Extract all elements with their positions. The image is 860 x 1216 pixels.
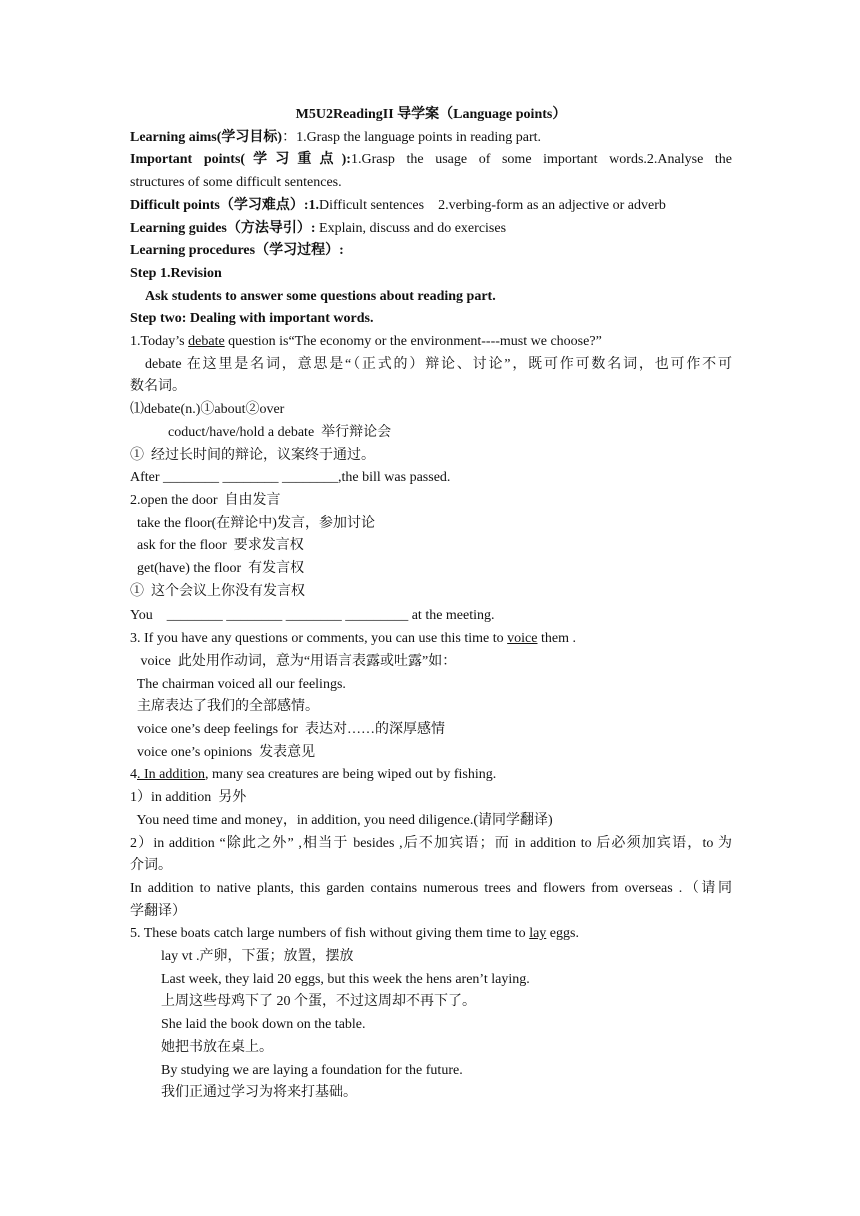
item4-keyword: . In addition bbox=[137, 767, 206, 783]
item4-number: 4 bbox=[130, 767, 137, 783]
item1-explanation: debate 在这里是名词，意思是“（正式的）辩论、讨论”，既可作可数名词，也可作不可 bbox=[145, 356, 732, 372]
item5-line: Last week, they laid 20 eggs, but this week the hens aren’t laying. bbox=[161, 971, 530, 987]
document-body bbox=[130, 104, 732, 1105]
item1-phrase: coduct/have/hold a debate 举行辩论会 bbox=[168, 424, 392, 440]
item1-exercise: ① 经过长时间的辩论，议案终于通过。 bbox=[130, 447, 375, 463]
item3-line: voice one’s opinions 发表意见 bbox=[130, 744, 316, 760]
item5-post: eggs. bbox=[546, 926, 579, 942]
item2-line: 2.open the door 自由发言 bbox=[130, 492, 281, 508]
item5-line: By studying we are laying a foundation for the future. bbox=[161, 1062, 463, 1078]
item5-keyword: lay bbox=[529, 926, 547, 942]
item1-keyword: debate bbox=[188, 334, 225, 350]
learning-aims bbox=[130, 127, 732, 150]
item2-line: take the floor(在辩论中)发言，参加讨论 bbox=[130, 515, 375, 531]
item5-sentence bbox=[130, 923, 732, 946]
item3-post: them . bbox=[537, 631, 576, 647]
step2-heading: Step two: Dealing with important words. bbox=[130, 311, 374, 327]
step1-heading: Step 1.Revision bbox=[130, 265, 222, 281]
item2-line: ask for the floor 要求发言权 bbox=[130, 538, 304, 554]
item4-sub1: 1）in addition 另外 bbox=[130, 790, 247, 806]
item3-keyword: voice bbox=[507, 631, 538, 647]
item1-sentence bbox=[130, 331, 732, 354]
item4-sentence bbox=[130, 764, 732, 787]
item4-sub2-cont: 介词。 bbox=[130, 858, 172, 874]
learning-procedures: Learning procedures（学习过程）: bbox=[130, 243, 344, 259]
item3-line: voice one’s deep feelings for 表达对……的深厚感情 bbox=[130, 721, 445, 737]
learning-guides-text: Explain, discuss and do exercises bbox=[315, 220, 507, 236]
item2-line: get(have) the floor 有发言权 bbox=[130, 561, 305, 577]
item1-blank-sentence: After ________ ________ ________,the bill was passed. bbox=[130, 470, 451, 486]
item5-pre: 5. These boats catch large numbers of fish without giving them time to bbox=[130, 926, 530, 942]
item2-blank-sentence: You ________ ________ ________ _________ at the meeting. bbox=[130, 608, 495, 624]
important-points-text: 1.Grasp the usage of some important words.2.Analyse the bbox=[350, 152, 732, 168]
item4-sub2-example: In addition to native plants, this garden contains numerous trees and flowers from overseas .（请同 bbox=[130, 880, 732, 896]
step1-text: Ask students to answer some questions about reading part. bbox=[145, 288, 496, 304]
item5-line: She laid the book down on the table. bbox=[161, 1017, 366, 1033]
learning-guides bbox=[130, 218, 732, 241]
item5-line: lay vt .产卵，下蛋；放置，摆放 bbox=[161, 949, 354, 965]
item3-line: The chairman voiced all our feelings. bbox=[130, 676, 346, 692]
item1-explanation-cont: 数名词。 bbox=[130, 379, 186, 395]
important-points bbox=[130, 149, 732, 172]
important-points-label: Important points(学习重点): bbox=[130, 152, 351, 168]
item5-line: 我们正通过学习为将来打基础。 bbox=[161, 1085, 357, 1101]
item5-line: 她把书放在桌上。 bbox=[161, 1039, 273, 1055]
item2-exercise: ① 这个会议上你没有发言权 bbox=[130, 583, 305, 599]
difficult-points-text: Difficult sentences 2.verbing-form as an adjective or adverb bbox=[319, 197, 666, 213]
learning-guides-label: Learning guides（方法导引）: bbox=[130, 220, 316, 236]
learning-aims-text: 1.Grasp the language points in reading part. bbox=[296, 129, 541, 145]
item1-post: question is“The economy or the environment----must we choose?” bbox=[224, 334, 602, 350]
important-points-cont: structures of some difficult sentences. bbox=[130, 175, 342, 191]
item1-pre: 1.Today’s bbox=[130, 334, 189, 350]
item4-sub2-example-cont: 学翻译） bbox=[130, 903, 186, 919]
page-title: M5U2ReadingII 导学案（Language points） bbox=[295, 107, 567, 122]
item3-pre: 3. If you have any questions or comments, you can use this time to bbox=[130, 631, 508, 647]
item4-sub1-example: You need time and money，in addition, you need diligence.(请同学翻译) bbox=[130, 812, 553, 828]
item1-usage: ⑴debate(n.)①about②over bbox=[130, 402, 285, 418]
learning-aims-separator: ： bbox=[282, 129, 297, 145]
item5-line: 上周这些母鸡下了 20 个蛋，不过这周却不再下了。 bbox=[161, 994, 476, 1010]
item3-line: voice 此处用作动词，意为“用语言表露或吐露”如： bbox=[130, 653, 457, 669]
difficult-points-label: Difficult points（学习难点）:1. bbox=[130, 197, 319, 213]
item4-sub2: 2）in addition “除此之外” ,相当于 besides ,后不加宾语；而 in addition to 后必须加宾语，to 为 bbox=[130, 835, 732, 851]
difficult-points bbox=[130, 195, 732, 218]
item4-post: , many sea creatures are being wiped out by fishing. bbox=[205, 767, 497, 783]
item3-sentence bbox=[130, 628, 732, 651]
item3-line: 主席表达了我们的全部感情。 bbox=[130, 699, 319, 715]
learning-aims-label: Learning aims(学习目标) bbox=[130, 129, 283, 145]
